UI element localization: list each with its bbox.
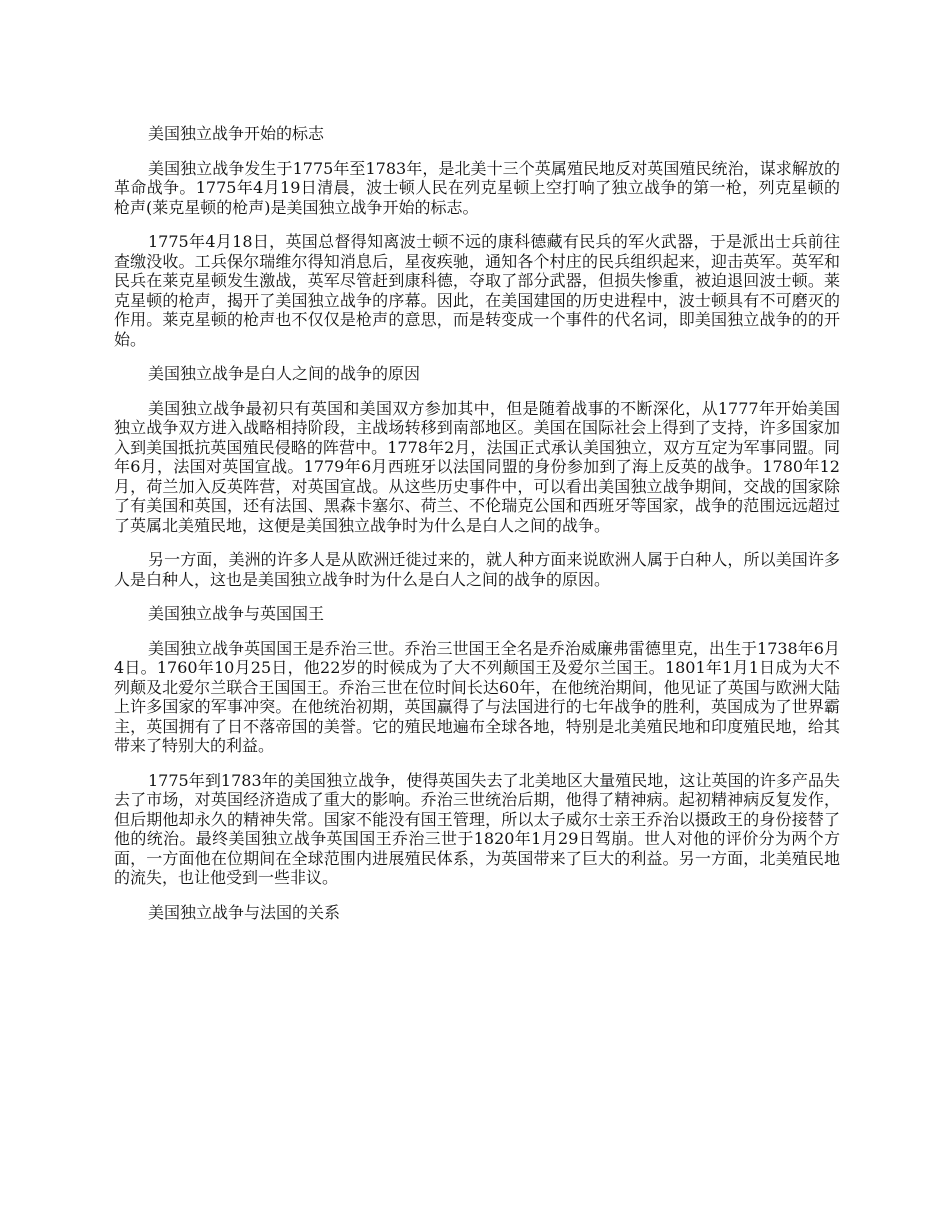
paragraph-george-iii: 美国独立战争英国国王是乔治三世。乔治三世国王全名是乔治威廉弗雷德里克，出生于1738年6月4日。1760年10月25日，他22岁的时候成为了大不列颠国王及爱尔兰国王。1801年1月1日成为大不列颠及北爱尔兰联合王国国王。乔治三世在位时间长达60年，在他统治期间，他见证了英国与欧洲大陆上许多国家的军事冲突。在他统治初期，英国赢得了与法国进行的七年战争的胜利，英国成为了世界霸主，英国拥有了日不落帝国的美誉。它的殖民地遍布全球各地，特别是北美殖民地和印度殖民地，给其带来了特别大的利益。 [114,638,840,755]
section-heading-british-king: 美国独立战争与英国国王 [148,604,325,623]
paragraph-allies: 美国独立战争最初只有英国和美国双方参加其中，但是随着战事的不断深化，从1777年开始美国独立战争双方进入战略相持阶段，主战场转移到南部地区。美国在国际社会上得到了支持，许多国家加入到美国抵抗英国殖民侵略的阵营中。1778年2月，法国正式承认美国独立，双方互定为军事同盟。同年6月，法国对英国宣战。1779年6月西班牙以法国同盟的身份参加到了海上反英的战争。1780年12月，荷兰加入反英阵营，对英国宣战。从这些历史事件中，可以看出美国独立战争期间，交战的国家除了有美国和英国，还有法国、黑森卡塞尔、荷兰、不伦瑞克公国和西班牙等国家，战争的范围远远超过了英属北美殖民地，这便是美国独立战争时为什么是白人之间的战争。 [114,398,840,535]
section-heading-france-relation: 美国独立战争与法国的关系 [148,902,341,922]
document-body [114,124,840,937]
paragraph-war-overview: 美国独立战争发生于1775年至1783年，是北美十三个英属殖民地反对英国殖民统治，谋求解放的革命战争。1775年4月19日清晨，波士顿人民在列克星顿上空打响了独立战争的第一枪，列克星顿的枪声(莱克星顿的枪声)是美国独立战争开始的标志。 [114,158,840,217]
paragraph-george-iii-later: 1775年到1783年的美国独立战争，使得英国失去了北美地区大量殖民地，这让英国的许多产品失去了市场，对英国经济造成了重大的影响。乔治三世统治后期，他得了精神病。起初精神病反复发作，但后期他却永久的精神失常。国家不能没有国王管理，所以太子威尔士亲王乔治以摄政王的身份接替了他的统治。最终美国独立战争英国国王乔治三世于1820年1月29日驾崩。世人对他的评价分为两个方面，一方面他在位期间在全球范围内进展殖民体系，为英国带来了巨大的利益。另一方面，北美殖民地的流失，也让他受到一些非议。 [114,770,840,887]
paragraph-lexington: 1775年4月18日，英国总督得知离波士顿不远的康科德藏有民兵的军火武器，于是派出士兵前往查缴没收。工兵保尔瑞维尔得知消息后，星夜疾驰，通知各个村庄的民兵组织起来，迎击英军。英军和民兵在莱克星顿发生激战，英军尽管赶到康科德，夺取了部分武器，但损失惨重，被迫退回波士顿。莱克星顿的枪声，揭开了美国独立战争的序幕。因此，在美国建国的历史进程中，波士顿具有不可磨灭的作用。莱克星顿的枪声也不仅仅是枪声的意思，而是转变成一个事件的代名词，即美国独立战争的的开始。 [114,232,840,349]
paragraph-european-origin: 另一方面，美洲的许多人是从欧洲迁徙过来的，就人种方面来说欧洲人属于白种人，所以美国许多人是白种人，这也是美国独立战争时为什么是白人之间的战争的原因。 [114,550,840,589]
section-heading-start-of-war: 美国独立战争开始的标志 [148,124,325,143]
section-heading-white-war-reason: 美国独立战争是白人之间的战争的原因 [148,364,421,383]
